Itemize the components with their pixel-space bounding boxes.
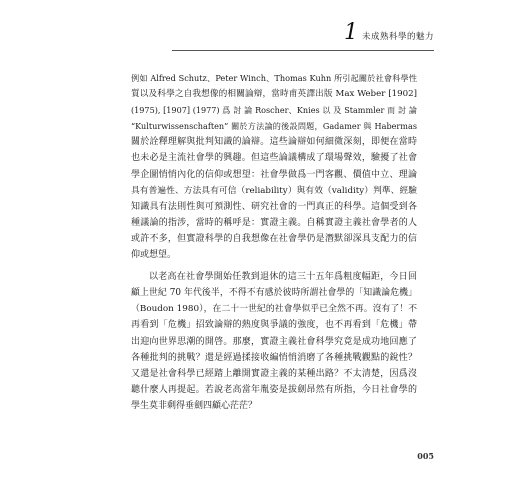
text-line: 質以及科學之自我想像的相關論辯，當時甫英譯出版 Max Weber [1902]	[131, 89, 417, 100]
text-line: 也未必是主流社會學的興趣。但這些論議構成了環場聲效，驗擾了社會	[131, 153, 417, 164]
header-rule	[172, 50, 434, 51]
text-line: 具有普遍性、方法具有可信（reliability）與有效（validity）判準、經驗	[131, 185, 417, 196]
text-line: 聽什麼人再提起。若說老高當年胤姿是拔劍昂然有所指，今日社會學的	[131, 384, 417, 395]
text-line: 學企圖悄悄內化的信仰或想望：社會學做爲一門客觀、價值中立、理論	[131, 169, 417, 180]
chapter-title: 未成熟科學的魅力	[361, 32, 434, 42]
text-line: 以老高在社會學開始任教到退休的這三十五年爲粗度幅距，今日回	[149, 272, 417, 283]
text-line: 各種批判的挑戰？還是經過揉接收編悄悄消磨了各種挑戰觀點的銳性？	[131, 352, 417, 363]
page-number: 005	[417, 451, 434, 461]
text-line: 學生莫非剩得垂劍四顧心茫茫？	[131, 400, 258, 411]
text-line: 種議論的指涉，當時的稱呼是：實證主義。自稱實證主義社會學者的人	[131, 217, 417, 228]
text-line: “Kulturwissenschaften” 關於方法論的後設問題，Gadamer 與 Habermas	[131, 121, 417, 132]
text-line: 顧上世紀 70 年代後半，不得不有感於彼時所謂社會學的「知識論危機」	[131, 288, 417, 299]
text-line: 再看到「危機」招致論辯的熱度與爭議的強度，也不再看到「危機」帶	[131, 320, 417, 331]
text-line: （Boudon 1980），在二十一世紀的社會學似乎已全然不再。沒有了！不	[131, 304, 417, 315]
text-line: 或許不多，但實證科學的自我想像在社會學仍是潛默卻深具支配力的信	[131, 233, 417, 244]
text-line: 例如 Alfred Schutz、Peter Winch、Thomas Kuhn 所引起關於社會科學性	[131, 73, 417, 83]
text-line: 又還是社會科學已經踏上離開實證主義的某種出路？不太清楚，因爲沒	[131, 368, 417, 379]
text-line: 知識具有法則性與可預測性、研究社會的一門真正的科學。這個受到各	[131, 201, 417, 212]
text-line: 仰或想望。	[131, 250, 177, 261]
paragraph-1	[131, 70, 417, 263]
paragraph-2	[131, 269, 417, 414]
text-line: 出迎向世界思潮的開啓。那麼，實證主義社會科學究竟是成功地回應了	[131, 336, 417, 347]
body-text	[131, 70, 417, 414]
text-line: 關於詮釋理解與批判知識的論辯。這些論辯如何細微深刻，即便在當時	[131, 137, 417, 148]
chapter-number: 1	[343, 20, 358, 45]
running-head	[344, 22, 434, 44]
text-line: (1975), [1907] (1977) 爲 討 論 Roscher、Knies 以 及 Stammler 而 討 論	[131, 105, 417, 116]
